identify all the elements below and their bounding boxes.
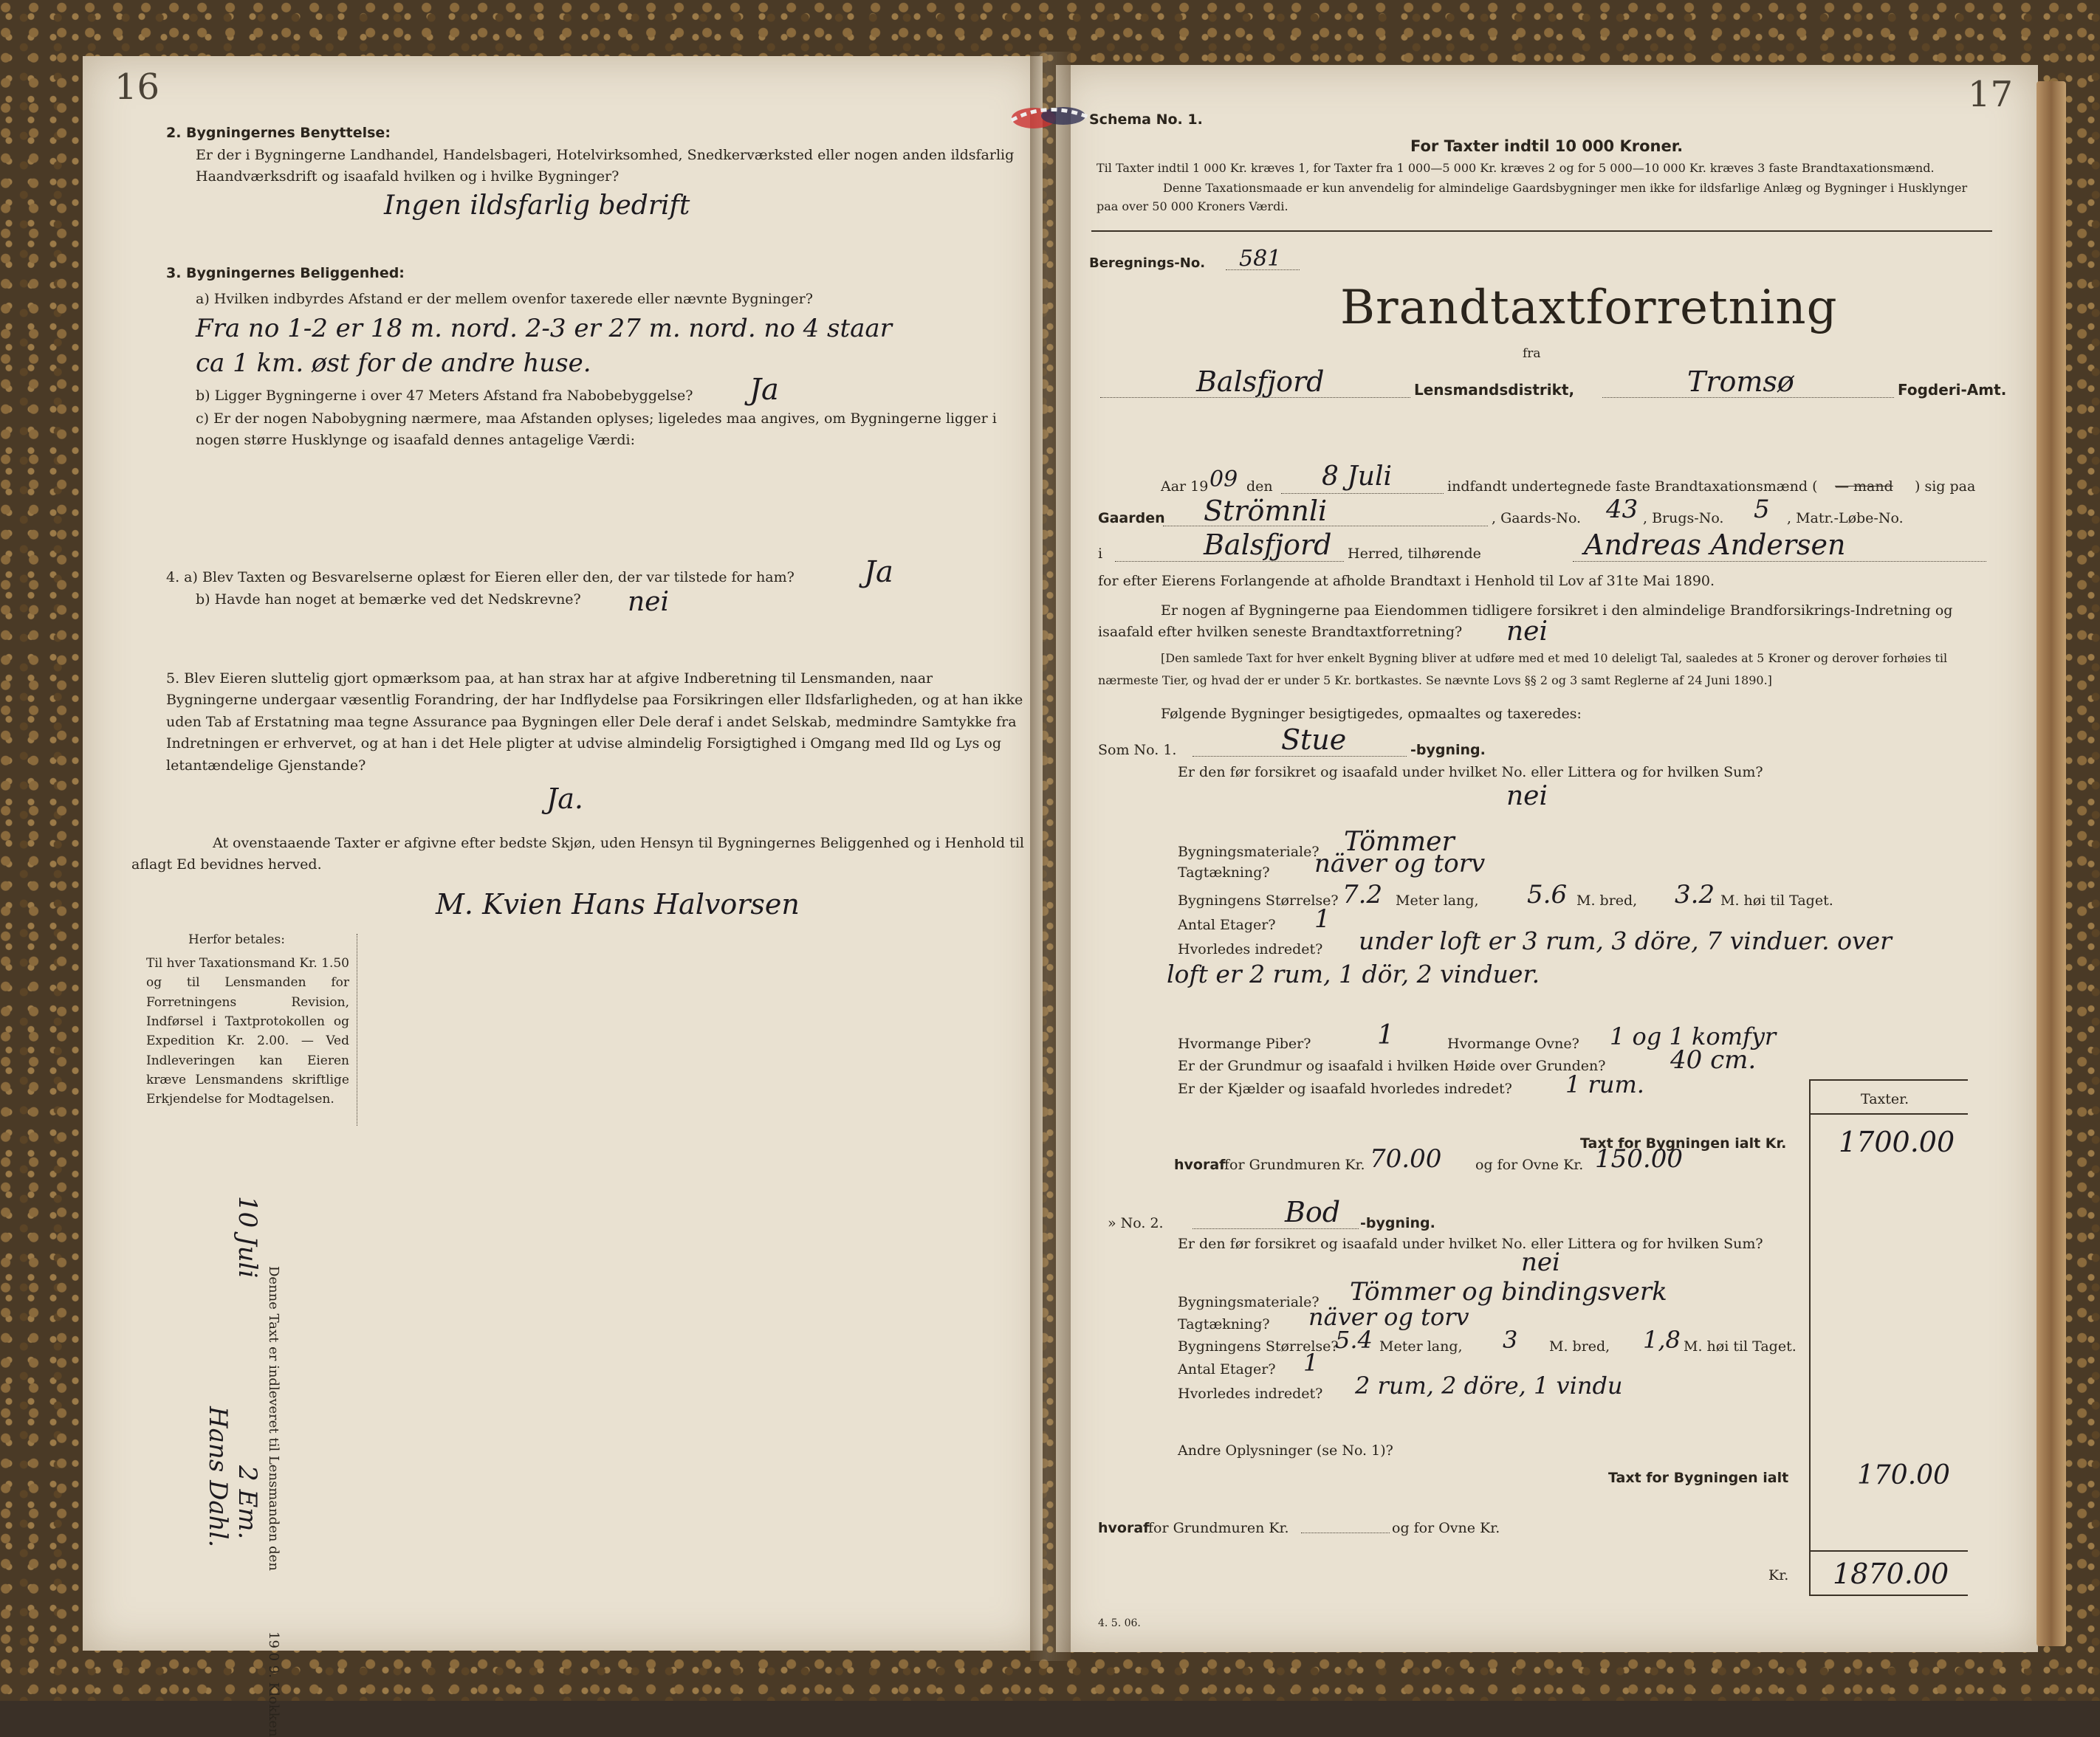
total-value: 1870.00 <box>1833 1558 1949 1590</box>
q5-answer: Ja. <box>546 782 583 815</box>
forsikret-answer: nei <box>1506 616 1548 647</box>
date-line <box>1281 493 1444 494</box>
b1-taxt: 1700.00 <box>1839 1126 1955 1158</box>
total-rule-top <box>1809 1550 1968 1552</box>
header-line2: Denne Taxationsmaade er kun anvendelig for almindelige Gaardsbygninger men ikke for ildsfarlige Anlæg og Bygninger i Husklynger paa over 50 000 Kroners Værdi. <box>1097 181 1968 213</box>
beregnings-label: Beregnings-No. <box>1089 255 1206 271</box>
b1-indredet-2: loft er 2 rum, 1 dör, 2 vinduer. <box>1167 960 1540 988</box>
beregnings-no: 581 <box>1239 246 1282 272</box>
b1-ovne-label: Hvormange Ovne? <box>1447 1036 1579 1052</box>
q4b-text: b) Havde han noget at bemærke ved det Nedskrevne? <box>196 591 581 608</box>
fogderi-line <box>1602 397 1894 398</box>
b2-bygning-label: -bygning. <box>1360 1215 1435 1231</box>
aar-hand: 09 <box>1209 467 1238 492</box>
page-edge <box>2036 81 2066 1646</box>
b1-hoi: 3.2 <box>1675 880 1715 909</box>
b2-indredet: 2 rum, 2 döre, 1 vindu <box>1355 1372 1623 1400</box>
note-text: [Den samlede Taxt for hver enkelt Bygning bliver at udføre med et med 10 deleligt Tal, saaledes at 5 Kroner og derover forhøies til nærmeste Tier, og hvad der er under 5 Kr. bortkastes. Se nævnte Lovs §§ 2 og 3 samt Reglerne af 24 Juni 1890.] <box>1098 651 1948 688</box>
print-code: 4. 5. 06. <box>1098 1617 1141 1629</box>
q2-answer: Ingen ildsfarlig bedrift <box>384 190 690 221</box>
b2-lang: 5.4 <box>1335 1326 1373 1354</box>
herred-label: Herred, tilhørende <box>1348 546 1481 562</box>
q2-title: 2. Bygningernes Benyttelse: <box>166 125 391 141</box>
b2-etager: 1 <box>1303 1349 1319 1377</box>
b1-hvoraf: hvoraf <box>1174 1157 1226 1173</box>
q3b-answer: Ja <box>749 373 779 407</box>
brugs-label: , Brugs-No. <box>1643 510 1724 526</box>
b1-name-line <box>1193 756 1407 757</box>
brugs-no: 5 <box>1754 495 1770 524</box>
b2-prefix: » No. 2. <box>1108 1215 1164 1231</box>
gaards-no: 43 <box>1606 495 1639 524</box>
gaarden-label: Gaarden <box>1098 510 1165 526</box>
vertical-hand-signature: Hans Dahl. <box>203 1406 233 1548</box>
b1-lang: 7.2 <box>1342 880 1383 909</box>
b1-forsikret-q: Er den før forsikret og isaafald under hvilket No. eller Littera og for hvilken Sum? <box>1178 764 1763 780</box>
b1-grundmuren: 70.00 <box>1370 1144 1442 1174</box>
den-label: den <box>1246 478 1273 495</box>
q4a-answer: Ja <box>864 555 893 589</box>
b2-taxt-ialt: Taxt for Bygningen ialt <box>1608 1470 1789 1486</box>
header-line1: Til Taxter indtil 1 000 Kr. kræves 1, for Taxter fra 1 000—5 000 Kr. kræves 2 og for 5 000—10 000 Kr. kræves 3 faste Brandtaxationsmænd. <box>1097 161 1935 175</box>
beregnings-line <box>1226 269 1300 270</box>
header-bold: For Taxter indtil 10 000 Kroner. <box>1410 137 1684 155</box>
q3c-text: c) Er der nogen Nabobygning nærmere, maa Afstanden oplyses; ligeledes maa angives, om Bygningerne ligger i nogen større Husklynge og isaafald dennes antagelige Værdi: <box>196 410 997 449</box>
b2-hvoraf: hvoraf <box>1098 1520 1150 1536</box>
b2-materiale: Tömmer og bindingsverk <box>1350 1277 1667 1307</box>
q3a-answer-1: Fra no 1-2 er 18 m. nord. 2-3 er 27 m. nord. no 4 staar <box>196 314 892 343</box>
page-number-right: 17 <box>1968 74 2014 115</box>
gaarden-hand: Strömnli <box>1204 495 1328 527</box>
district-hand: Balsfjord <box>1196 365 1325 398</box>
b2-meter-lang: Meter lang, <box>1379 1338 1463 1355</box>
b2-m-hoi: M. høi til Taget. <box>1684 1338 1797 1355</box>
b2-name: Bod <box>1285 1196 1341 1228</box>
fees-text: Til hver Taxationsmand Kr. 1.50 og til Lensmanden for Forretningens Revision, Indførsel i Taxtprotokollen og Expedition Kr. 2.00. — Ved Indleveringen kan Eieren kræve Lensmandens skriftlige Erkjendelse for Modtagelsen. <box>146 956 349 1107</box>
b1-taxt-ialt: Taxt for Bygningen ialt Kr. <box>1580 1135 1787 1152</box>
b1-m-bred: M. bred, <box>1576 892 1638 909</box>
district-line <box>1100 397 1410 398</box>
b2-tag: näver og torv <box>1308 1303 1469 1331</box>
b1-storrelse-label: Bygningens Størrelse? <box>1178 892 1339 909</box>
book-spine <box>1030 52 1071 1661</box>
b1-grundmur: 40 cm. <box>1670 1045 1757 1075</box>
mand-strike: — mand <box>1835 478 1893 495</box>
b1-etager-label: Antal Etager? <box>1178 917 1276 933</box>
b2-indredet-label: Hvorledes indredet? <box>1178 1386 1323 1402</box>
b1-grundmur-label: Er der Grundmur og isaafald i hvilken Høide over Grunden? <box>1178 1058 1606 1074</box>
matr-label: , Matr.-Løbe-No. <box>1787 510 1904 526</box>
owner-line <box>1573 561 1986 562</box>
page-number-left: 16 <box>114 66 160 108</box>
b2-tag-label: Tagtækning? <box>1178 1316 1270 1332</box>
b1-for-grundmuren: for Grundmuren Kr. <box>1224 1157 1365 1173</box>
b2-name-line <box>1193 1228 1359 1229</box>
herred-line <box>1115 561 1344 562</box>
q2-text: Er der i Bygningerne Landhandel, Handelsbageri, Hotelvirksomhed, Snedkerværksted eller nogen anden ildsfarlig Haandværksdrift og isaafald hvilken og i hvilke Bygninger? <box>196 147 1015 185</box>
b1-materiale-label: Bygningsmateriale? <box>1178 844 1320 860</box>
b1-tag: näver og torv <box>1314 849 1486 878</box>
b1-name: Stue <box>1281 723 1347 756</box>
sig-paa: ) sig paa <box>1915 478 1976 495</box>
vertical-note-2: 19 0 9. Klokken <box>266 1631 281 1737</box>
fees-title: Herfor betales: <box>188 932 285 947</box>
q4a-text: 4. a) Blev Taxten og Besvarelserne oplæst for Eieren eller den, der var tilstede for ham? <box>166 569 795 585</box>
b1-som: Som No. 1. <box>1098 742 1177 758</box>
document-title: Brandtaxtforretning <box>1340 281 1838 335</box>
q5-text: 5. Blev Eieren sluttelig gjort opmærksom paa, at han strax har at afgive Indberetning til Lensmanden, naar Bygningerne undergaar væsentlig Forandring, der har Indflydelse paa Forsikringen eller Ildsfarligheden, og at han ikke uden Tab af Erstatning maa tegne Assurance paa Bygningen eller Dele deraf i andet Selskab, medmindre Samtykke fra Indretningen er erhvervet, og at han i det Hele pligter at udvise almindelig Forsigtighed i Omgang med Ild og Lys og letantændelige Gjenstande? <box>166 670 1023 774</box>
fra-label: fra <box>1523 346 1541 361</box>
vertical-hand-date: 10 Juli <box>233 1196 262 1279</box>
b2-forsikret: nei <box>1521 1248 1560 1277</box>
b1-ovne-kr: 150.00 <box>1595 1144 1683 1174</box>
b2-storrelse-label: Bygningens Størrelse? <box>1178 1338 1339 1355</box>
aar-text: Aar 19 <box>1161 478 1209 495</box>
b1-og-for-ovne: og for Ovne Kr. <box>1475 1157 1584 1173</box>
q3a-answer-2: ca 1 km. øst for de andre huse. <box>196 348 591 378</box>
taxter-header: Taxter. <box>1861 1091 1909 1107</box>
b1-indredet-1: under loft er 3 rum, 3 döre, 7 vinduer. over <box>1359 926 1892 955</box>
b2-hoi: 1,8 <box>1643 1326 1681 1354</box>
b2-forsikret-q: Er den før forsikret og isaafald under hvilket No. eller Littera og for hvilken Sum? <box>1178 1236 1763 1252</box>
andre-label: Andre Oplysninger (se No. 1)? <box>1178 1442 1393 1459</box>
folgende-text: Følgende Bygninger besigtigedes, opmaaltes og taxeredes: <box>1161 706 1582 722</box>
fogderi-label: Fogderi-Amt. <box>1898 381 2007 399</box>
taxter-column-top <box>1809 1079 1968 1081</box>
b1-tag-label: Tagtækning? <box>1178 864 1270 881</box>
gaards-label: , Gaards-No. <box>1492 510 1582 526</box>
b1-ovne: 1 og 1 komfyr <box>1610 1022 1777 1050</box>
b1-forsikret: nei <box>1506 781 1548 811</box>
q3-title: 3. Bygningernes Beliggenhed: <box>166 265 405 281</box>
taxter-header-rule <box>1809 1113 1968 1115</box>
schema-label: Schema No. 1. <box>1089 111 1203 128</box>
b1-materiale: Tömmer <box>1344 827 1455 857</box>
b2-etager-label: Antal Etager? <box>1178 1361 1276 1377</box>
b1-indredet-label: Hvorledes indredet? <box>1178 941 1323 957</box>
b2-og-for-ovne: og for Ovne Kr. <box>1392 1520 1500 1536</box>
thread-knot-icon <box>1004 100 1100 137</box>
indfandt-text: indfandt undertegnede faste Brandtaxationsmænd ( <box>1447 478 1818 495</box>
i-label: i <box>1098 546 1103 562</box>
taxter-column-left <box>1809 1079 1811 1596</box>
total-rule-bottom <box>1809 1595 1968 1596</box>
b1-piber-label: Hvormange Piber? <box>1178 1036 1311 1052</box>
kr-label: Kr. <box>1768 1567 1789 1583</box>
vertical-hand-time: 2 Em. <box>233 1465 262 1540</box>
b2-m-bred: M. bred, <box>1549 1338 1610 1355</box>
b2-for-grundmuren: for Grundmuren Kr. <box>1148 1520 1289 1536</box>
forsikret-text: Er nogen af Bygningerne paa Eiendommen tidligere forsikret i den almindelige Brandforsikrings-Indretning og isaafald efter hvilken seneste Brandtaxtforretning? <box>1098 602 1953 641</box>
fogderi-hand: Tromsø <box>1687 365 1794 398</box>
q3a-text: a) Hvilken indbyrdes Afstand er der mellem ovenfor taxerede eller nævnte Bygninger? <box>196 291 813 307</box>
header-rule <box>1091 230 1992 232</box>
b1-m-hoi: M. høi til Taget. <box>1720 892 1833 909</box>
district-label: Lensmandsdistrikt, <box>1414 381 1575 399</box>
b1-meter-lang: Meter lang, <box>1396 892 1479 909</box>
forlangende-text: for efter Eierens Forlangende at afholde Brandtaxt i Henhold til Lov af 31te Mai 1890. <box>1098 573 1715 589</box>
b2-materiale-label: Bygningsmateriale? <box>1178 1294 1320 1310</box>
q4b-answer: nei <box>628 587 670 617</box>
owner-hand: Andreas Andersen <box>1584 529 1846 561</box>
q3b-text: b) Ligger Bygningerne i over 47 Meters Afstand fra Nabobebyggelse? <box>196 388 693 404</box>
date-hand: 8 Juli <box>1322 461 1392 492</box>
b1-bred: 5.6 <box>1527 880 1568 909</box>
b1-kjelder: 1 rum. <box>1565 1070 1644 1098</box>
b1-kjelder-label: Er der Kjælder og isaafald hvorledes indredet? <box>1178 1081 1512 1097</box>
signatures: M. Kvien Hans Halvorsen <box>436 888 800 921</box>
b1-piber: 1 <box>1377 1020 1394 1050</box>
oath-text: At ovenstaaende Taxter er afgivne efter bedste Skjøn, uden Hensyn til Bygningernes Beliggenhed og i Henhold til aflagt Ed bevidnes herved. <box>131 835 1024 873</box>
b2-bred: 3 <box>1503 1326 1518 1354</box>
b1-bygning-label: -bygning. <box>1410 742 1486 758</box>
b1-etager: 1 <box>1314 904 1331 934</box>
b2-taxt: 170.00 <box>1857 1460 1950 1490</box>
herred-hand: Balsfjord <box>1204 529 1332 561</box>
vertical-note: Denne Taxt er indleveret til Lensmanden den <box>266 1266 281 1571</box>
